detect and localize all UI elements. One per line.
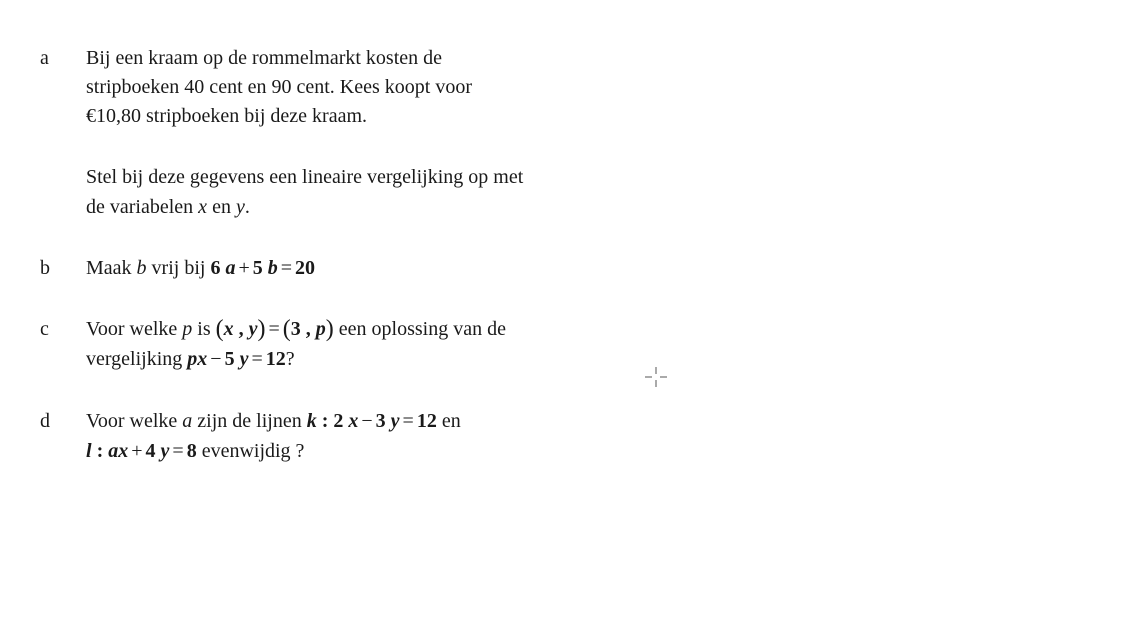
math-number: 12 [265,348,286,370]
text: zijn de lijnen [192,410,307,432]
math-variable: k [306,410,317,432]
math-number: 20 [295,257,315,279]
math-number: 5 [252,257,263,279]
math-number: 3 [290,318,301,340]
math-operator: + [238,257,250,279]
math-paren: ( [282,316,291,342]
question-a-line-2: stripboeken 40 cent en 90 cent. Kees koopt voor [86,76,473,98]
text: vergelijking [86,348,188,370]
text: de variabelen [86,196,199,218]
variable-p: p [182,318,193,340]
math-number: 4 [145,440,156,462]
math-comma: , [238,318,244,340]
math-operator: = [251,348,263,370]
math-variable: x [348,410,359,432]
math-comma: , [305,318,311,340]
text: een oplossing van de [333,318,506,340]
question-d-line-2 [86,436,304,466]
math-operator: = [402,410,414,432]
equation-line-k [307,410,437,432]
math-operator: = [268,318,280,340]
math-variable: ax [108,440,129,462]
math-variable: b [267,257,278,279]
variable-a: a [182,410,193,432]
variable-x: x [198,196,208,218]
text: ? [285,348,295,370]
math-paren: ) [325,316,334,342]
math-variable: a [225,257,236,279]
question-a-line-3: €10,80 stripboeken bij deze kraam. [86,105,368,127]
math-number: 5 [224,348,235,370]
equation-c [187,348,285,370]
crosshair-cursor-icon [644,366,668,388]
question-a-line-4: Stel bij deze gegevens een lineaire vergelijking op met [86,166,524,188]
math-number: 8 [186,440,197,462]
equation-c-pair [216,318,334,340]
text: Voor welke [86,318,183,340]
math-variable: px [187,348,208,370]
math-variable: p [315,318,326,340]
question-letter-b: b [40,257,50,279]
math-operator: + [131,440,143,462]
math-operator: = [172,440,184,462]
text: Maak [86,257,137,279]
question-letter-a: a [40,47,49,69]
math-variable: l [86,440,92,462]
equation-b [210,257,315,279]
variable-y: y [235,196,245,218]
math-colon: : [96,440,104,462]
math-number: 3 [375,410,386,432]
question-c-line-2 [86,344,295,374]
math-number: 2 [333,410,344,432]
text: is [192,318,216,340]
text: en [207,196,236,218]
question-b-line-1 [86,253,315,283]
question-a-line-1: Bij een kraam op de rommelmarkt kosten de [86,47,443,69]
math-variable: y [390,410,400,432]
equation-line-l [86,440,197,462]
math-operator: − [361,410,373,432]
text: vrij bij [146,257,211,279]
question-c-line-1 [86,314,506,344]
math-operator: = [280,257,292,279]
text: Voor welke [86,410,183,432]
variable-b: b [136,257,147,279]
math-number: 12 [416,410,437,432]
math-paren: ( [215,316,224,342]
math-variable: y [239,348,249,370]
text: en [436,410,461,432]
question-letter-d: d [40,410,50,432]
math-colon: : [321,410,329,432]
question-d-line-1 [86,406,461,436]
text: evenwijdig ? [196,440,305,462]
text: . [244,196,250,218]
math-variable: y [160,440,170,462]
math-number: 6 [210,257,221,279]
math-paren: ) [257,316,266,342]
math-variable: x [223,318,234,340]
math-operator: − [210,348,222,370]
math-variable: y [248,318,258,340]
question-letter-c: c [40,318,49,340]
question-a-line-5 [86,192,250,222]
